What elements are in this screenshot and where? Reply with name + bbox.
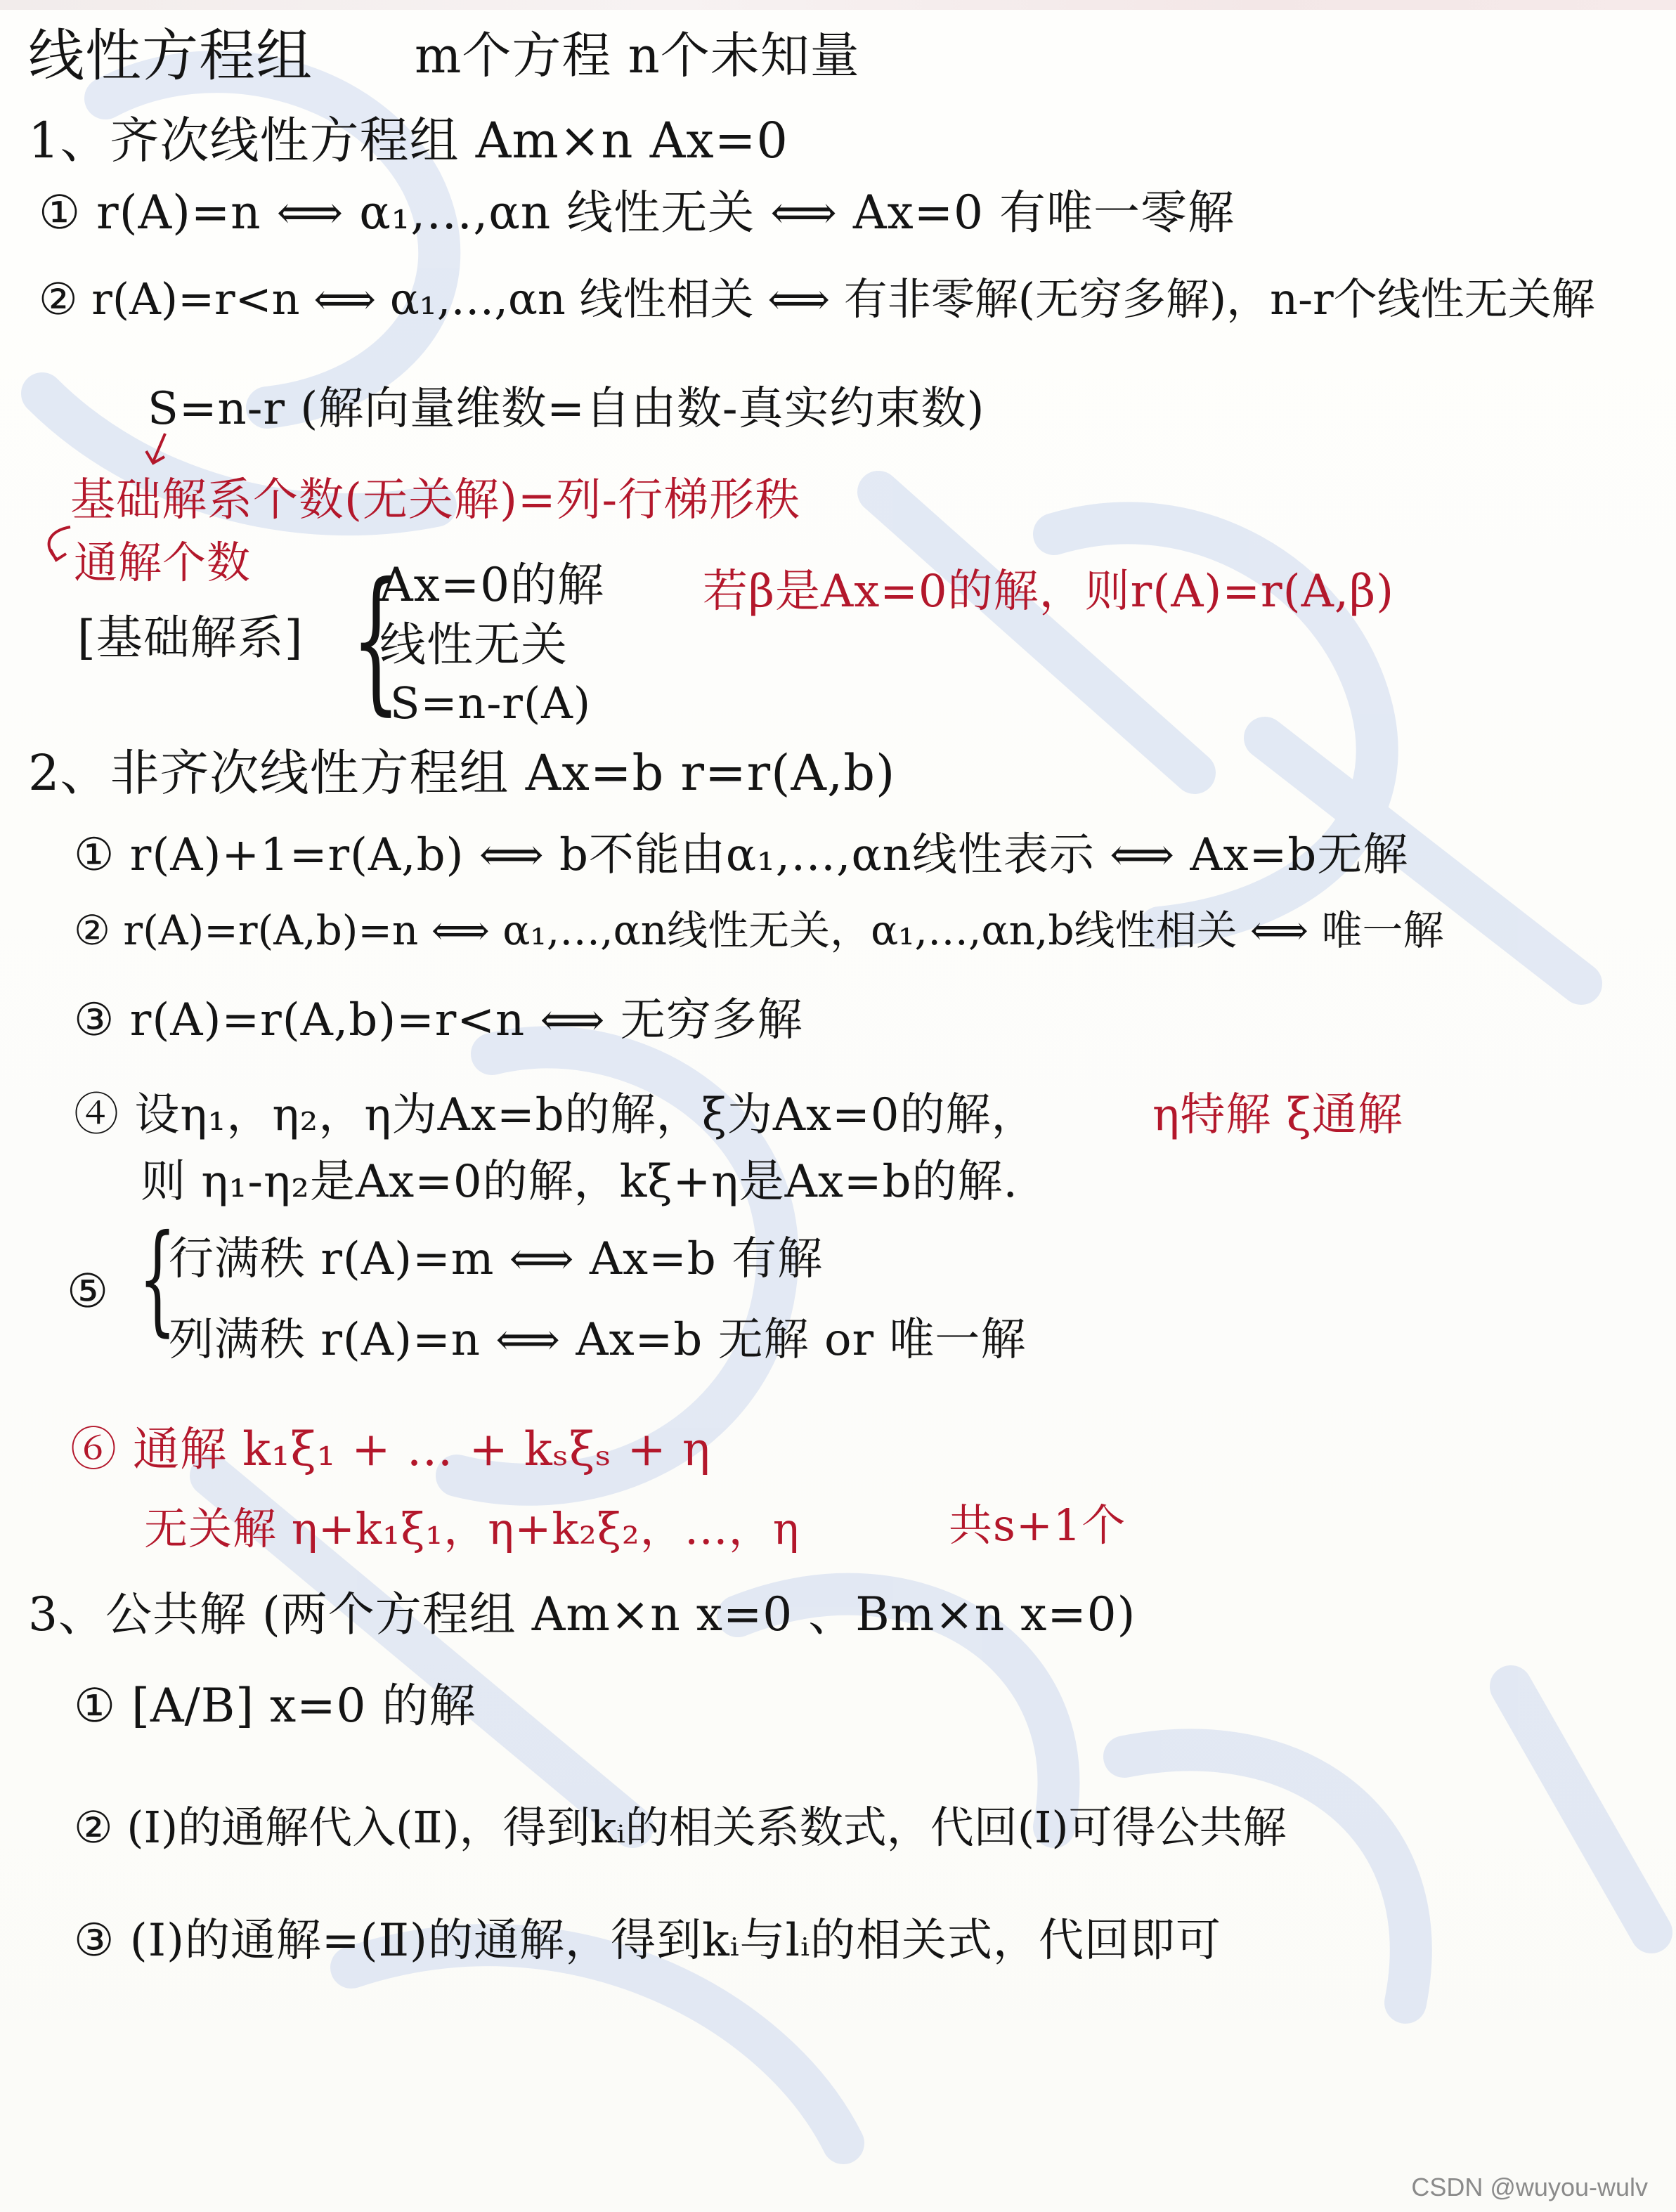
basis-item-1: Ax=0的解	[379, 558, 605, 612]
section3-item1: ① [A/B] x=0 的解	[74, 1679, 476, 1733]
section2-item4a: ④ 设η₁，η₂，η为Ax=b的解，ξ为Ax=0的解，	[74, 1089, 1037, 1141]
section2-heading: 2、非齐次线性方程组 Ax=b r=r(A,b)	[28, 744, 896, 802]
section1-heading: 1、齐次线性方程组 Am×n Ax=0	[28, 112, 788, 169]
section2-item5a: 行满秩 r(A)=m ⟺ Ax=b 有解	[169, 1233, 824, 1285]
basis-label: [基础解系]	[77, 611, 304, 665]
basis-note-red: 若β是Ax=0的解，则r(A)=r(A,β)	[703, 566, 1395, 618]
section2-item2: ② r(A)=r(A,b)=n ⟺ α₁,…,αn线性无关，α₁,…,αn,b线性相关 ⟺ 唯一解	[74, 906, 1444, 954]
section1-item1: ① r(A)=n ⟺ α₁,…,αn 线性无关 ⟺ Ax=0 有唯一零解	[39, 186, 1235, 240]
page-subtitle: m个方程 n个未知量	[415, 27, 860, 84]
section2-item5b: 列满秩 r(A)=n ⟺ Ax=b 无解 or 唯一解	[169, 1314, 1027, 1366]
curved-arrow-icon	[35, 520, 77, 569]
section2-item5-label: ⑤	[67, 1264, 110, 1318]
basis-item-2: 线性无关	[379, 618, 568, 672]
section1-note-red-1: 基础解系个数(无关解)=列-行梯形秩	[70, 474, 801, 526]
section1-item2: ② r(A)=r<n ⟺ α₁,…,αn 线性相关 ⟺ 有非零解(无穷多解)，n-r个线性无关解	[39, 273, 1595, 325]
basis-brace: {	[351, 549, 401, 729]
section2-item3: ③ r(A)=r(A,b)=r<n ⟺ 无穷多解	[74, 994, 803, 1046]
basis-item-3: S=n-r(A)	[390, 677, 592, 729]
page-title: 线性方程组	[28, 23, 313, 89]
item5-brace: {	[138, 1209, 177, 1348]
section3-item2: ② (Ⅰ)的通解代入(Ⅱ)，得到kᵢ的相关系数式，代回(Ⅰ)可得公共解	[74, 1802, 1287, 1853]
section2-item6b: 无关解 η+k₁ξ₁，η+k₂ξ₂，…，η	[144, 1503, 800, 1554]
source-credit: CSDN @wuyou-wulv	[1411, 2173, 1648, 2201]
section3-heading: 3、公共解 (两个方程组 Am×n x=0 、Bm×n x=0)	[28, 1587, 1136, 1641]
section2-item4-red: η特解 ξ通解	[1152, 1089, 1403, 1141]
section1-formula: S=n-r (解向量维数=自由数-真实约束数)	[148, 383, 985, 435]
section3-item3: ③ (Ⅰ)的通解=(Ⅱ)的通解，得到kᵢ与lᵢ的相关式，代回即可	[74, 1915, 1221, 1967]
section2-item4b: 则 η₁-η₂是Ax=0的解，kξ+η是Ax=b的解.	[141, 1156, 1018, 1208]
down-arrow-icon	[141, 430, 176, 472]
section2-item1: ① r(A)+1=r(A,b) ⟺ b不能由α₁,…,αn线性表示 ⟺ Ax=b无解	[74, 829, 1409, 881]
section2-item6c: 共s+1个	[949, 1499, 1126, 1551]
section2-item6a: ⑥ 通解 k₁ξ₁ + … + kₛξₛ + η	[70, 1422, 711, 1476]
section1-note-red-2: 通解个数	[74, 537, 252, 588]
